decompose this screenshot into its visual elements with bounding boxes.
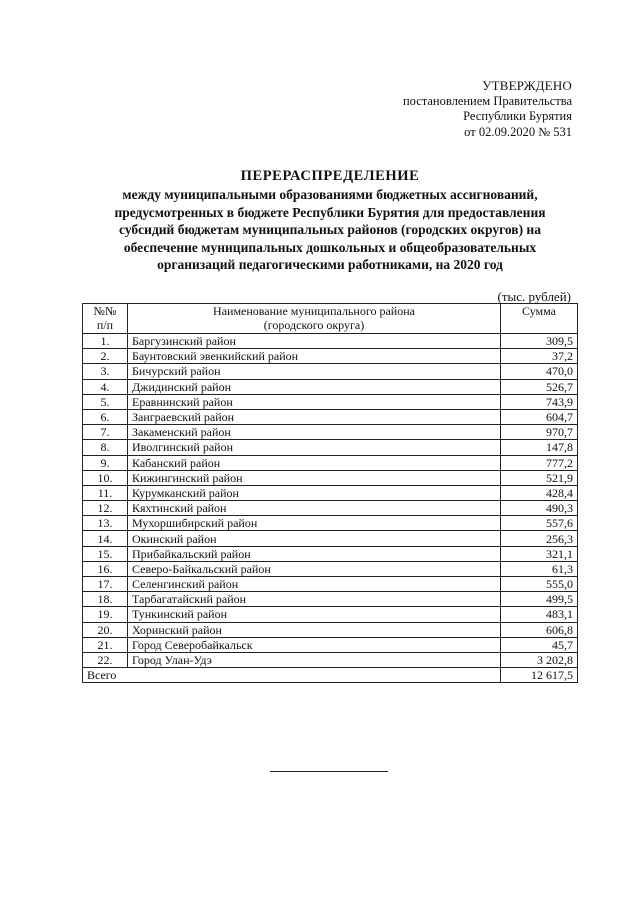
table-row (83, 637, 578, 652)
row-sum: 490,3 (501, 501, 578, 516)
row-district-name: Еравнинский район (128, 394, 501, 409)
row-number: 2. (83, 349, 128, 364)
row-sum: 521,9 (501, 470, 578, 485)
row-number: 20. (83, 622, 128, 637)
row-sum: 61,3 (501, 561, 578, 576)
row-number: 14. (83, 531, 128, 546)
document-title (60, 166, 600, 274)
title-line-5: организаций педагогическими работниками, на 2020 год (157, 257, 503, 272)
row-sum: 45,7 (501, 637, 578, 652)
table-row (83, 485, 578, 500)
row-district-name: Иволгинский район (128, 440, 501, 455)
table-row (83, 379, 578, 394)
row-number: 11. (83, 485, 128, 500)
row-district-name: Хоринский район (128, 622, 501, 637)
title-line-3: субсидий бюджетам муниципальных районов (городских округов) на (119, 222, 541, 237)
approval-line-decree: постановлением Правительства (402, 93, 572, 108)
table-row (83, 455, 578, 470)
row-sum: 777,2 (501, 455, 578, 470)
row-sum: 37,2 (501, 349, 578, 364)
header-number-line2: п/п (96, 317, 114, 332)
row-district-name: Город Северобайкальск (128, 637, 501, 652)
row-sum: 499,5 (501, 592, 578, 607)
row-number: 12. (83, 501, 128, 516)
table-row (83, 622, 578, 637)
row-district-name: Город Улан-Удэ (128, 652, 501, 667)
table-row (83, 364, 578, 379)
table-row (83, 516, 578, 531)
total-sum: 12 617,5 (501, 668, 578, 683)
row-number: 1. (83, 334, 128, 349)
row-number: 5. (83, 394, 128, 409)
row-number: 13. (83, 516, 128, 531)
title-line-4: обеспечение муниципальных дошкольных и общеобразовательных (123, 239, 537, 255)
table-row (83, 592, 578, 607)
approval-stamp (403, 78, 572, 140)
row-sum: 604,7 (501, 409, 578, 424)
allocation-table (82, 303, 578, 683)
row-district-name: Северо-Байкальский район (128, 561, 501, 576)
row-district-name: Окинский район (128, 531, 501, 546)
row-sum: 743,9 (501, 394, 578, 409)
row-number: 22. (83, 652, 128, 667)
row-sum: 147,8 (501, 440, 578, 455)
table-row (83, 334, 578, 349)
row-number: 10. (83, 470, 128, 485)
units-label: (тыс. рублей) (497, 289, 571, 304)
table-row (83, 561, 578, 576)
row-district-name: Заиграевский район (128, 409, 501, 424)
approval-line-republic: Республики Бурятия (463, 109, 572, 123)
row-number: 6. (83, 409, 128, 424)
header-number (83, 304, 128, 334)
row-sum: 555,0 (501, 577, 578, 592)
row-district-name: Баунтовский эвенкийский район (128, 349, 501, 364)
table-row (83, 470, 578, 485)
total-label: Всего (83, 668, 501, 683)
table-row (83, 501, 578, 516)
header-name-line2: (городского округа) (263, 317, 365, 332)
row-number: 4. (83, 379, 128, 394)
table-row (83, 425, 578, 440)
row-number: 21. (83, 637, 128, 652)
header-number-line1: №№ (93, 304, 117, 318)
row-sum: 526,7 (501, 379, 578, 394)
table-row (83, 349, 578, 364)
row-sum: 309,5 (501, 334, 578, 349)
row-district-name: Кяхтинский район (128, 501, 501, 516)
row-number: 17. (83, 577, 128, 592)
table-row (83, 531, 578, 546)
row-number: 3. (83, 364, 128, 379)
table-row (83, 652, 578, 667)
row-sum: 3 202,8 (501, 652, 578, 667)
row-district-name: Тункинский район (128, 607, 501, 622)
title-heading: ПЕРЕРАСПРЕДЕЛЕНИЕ (240, 168, 420, 184)
row-district-name: Кабанский район (128, 455, 501, 470)
approval-line-date: от 02.09.2020 № 531 (464, 124, 572, 139)
row-number: 15. (83, 546, 128, 561)
table-total-row (83, 668, 578, 683)
closing-separator-line (270, 771, 388, 772)
row-district-name: Джидинский район (128, 379, 501, 394)
row-district-name: Бичурский район (128, 364, 501, 379)
row-number: 7. (83, 425, 128, 440)
row-district-name: Баргузинский район (128, 334, 501, 349)
table-row (83, 546, 578, 561)
row-district-name: Курумканский район (128, 485, 501, 500)
row-sum: 321,1 (501, 546, 578, 561)
row-district-name: Кижингинский район (128, 470, 501, 485)
title-line-2: предусмотренных в бюджете Республики Бурятия для предоставления (114, 204, 546, 220)
title-line-1: между муниципальными образованиями бюджетных ассигнований, (122, 187, 538, 202)
row-district-name: Селенгинский район (128, 577, 501, 592)
row-number: 19. (83, 607, 128, 622)
row-district-name: Мухоршибирский район (128, 516, 501, 531)
table-row (83, 607, 578, 622)
table-row (83, 409, 578, 424)
row-district-name: Тарбагатайский район (128, 592, 501, 607)
table-header-row (83, 304, 578, 334)
row-sum: 470,0 (501, 364, 578, 379)
header-sum: Сумма (501, 304, 578, 334)
row-number: 18. (83, 592, 128, 607)
row-district-name: Прибайкальский район (128, 546, 501, 561)
row-sum: 557,6 (501, 516, 578, 531)
row-sum: 606,8 (501, 622, 578, 637)
table-row (83, 577, 578, 592)
row-number: 8. (83, 440, 128, 455)
table-row (83, 440, 578, 455)
row-district-name: Закаменский район (128, 425, 501, 440)
row-number: 16. (83, 561, 128, 576)
row-number: 9. (83, 455, 128, 470)
header-name (128, 304, 501, 334)
row-sum: 256,3 (501, 531, 578, 546)
table-row (83, 394, 578, 409)
row-sum: 483,1 (501, 607, 578, 622)
row-sum: 428,4 (501, 485, 578, 500)
approval-heading: УТВЕРЖДЕНО (482, 78, 572, 93)
header-name-line1: Наименование муниципального района (213, 304, 415, 318)
row-sum: 970,7 (501, 425, 578, 440)
